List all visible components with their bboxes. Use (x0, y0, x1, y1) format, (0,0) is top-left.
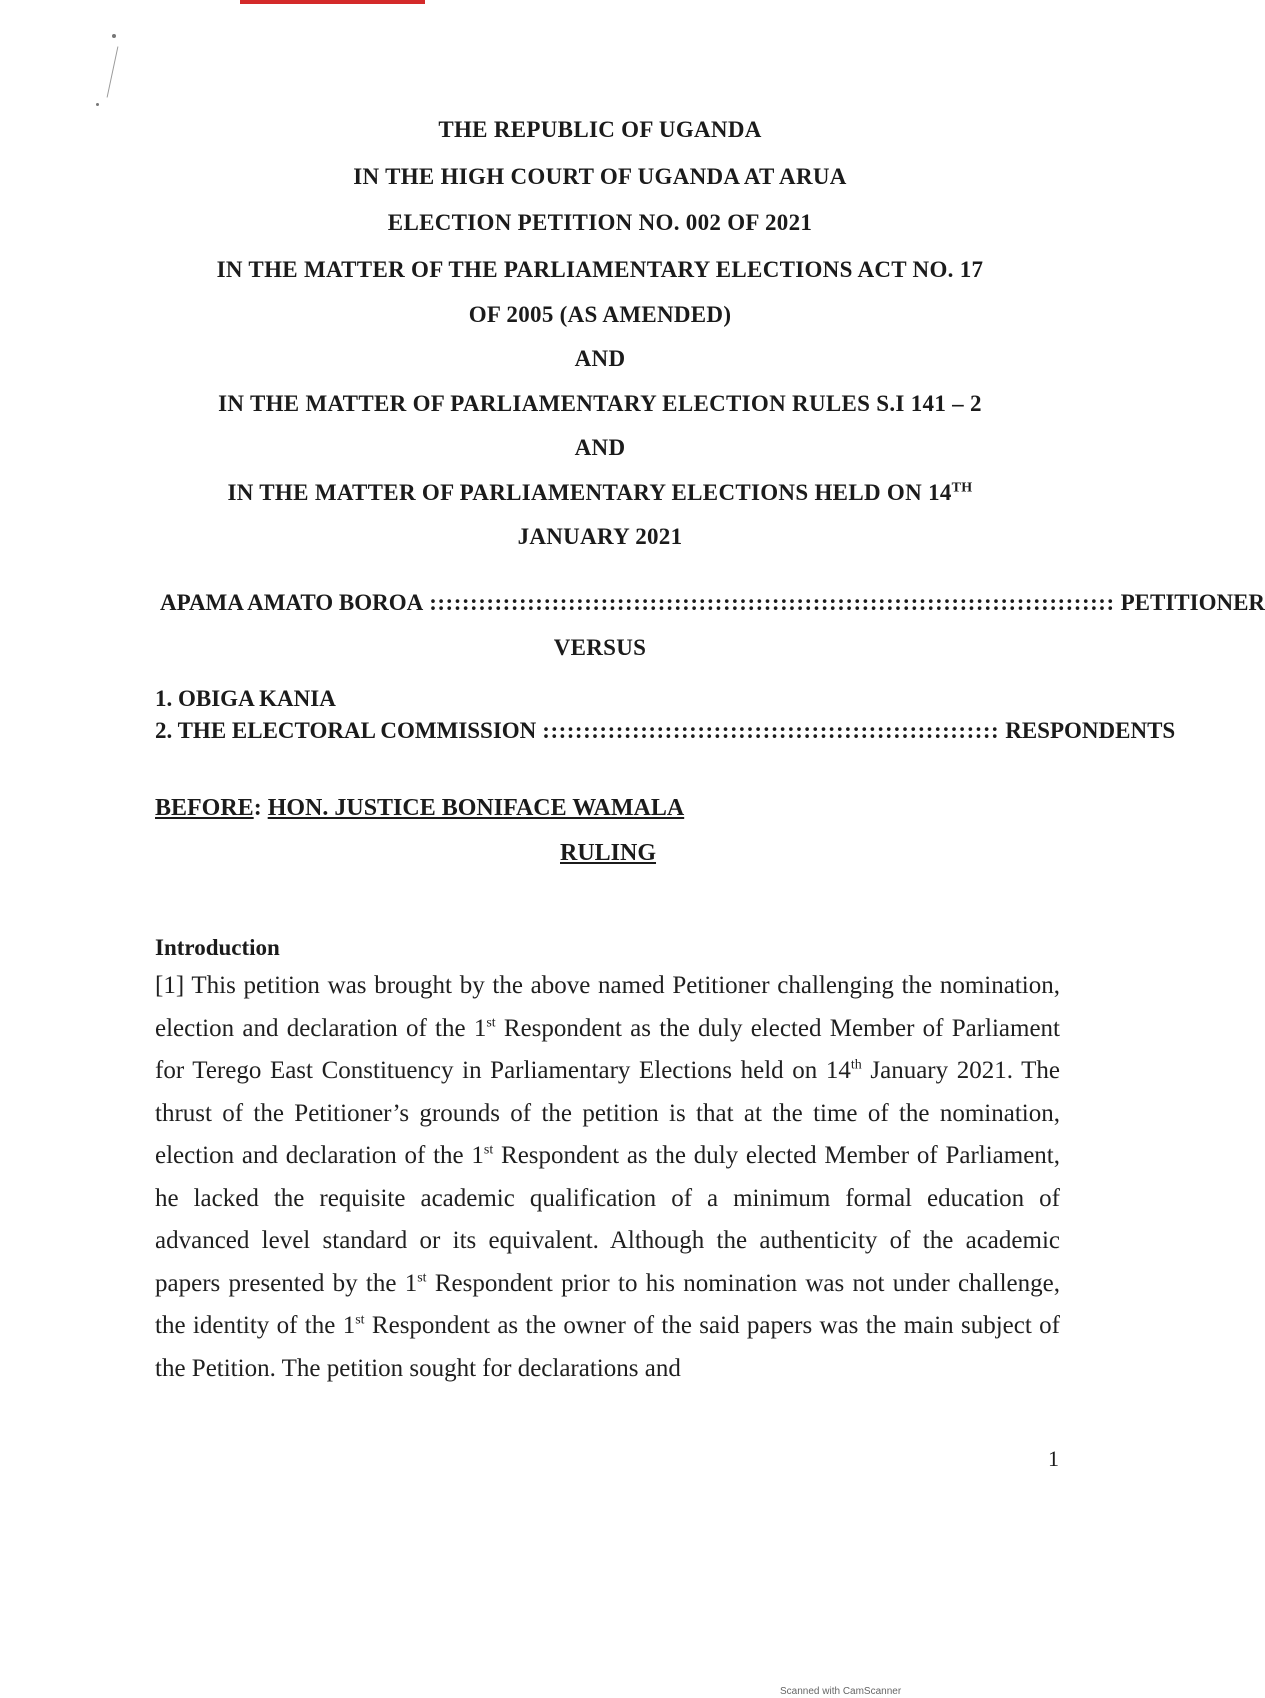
scan-edge-mark (240, 0, 425, 4)
scan-speck (112, 34, 116, 38)
heading-matter-act: IN THE MATTER OF THE PARLIAMENTARY ELECTIONS ACT NO. 17 (216, 257, 984, 282)
heading-matter-elections-date: JANUARY 2021 (517, 524, 683, 549)
petitioner-role: PETITIONER (1120, 590, 1265, 615)
introduction-heading: Introduction (155, 935, 280, 960)
before-colon: : (253, 795, 268, 821)
heading-and-1: AND (574, 346, 626, 371)
petitioner-name: APAMA AMATO BOROA (160, 590, 424, 615)
petitioner-line (160, 590, 1265, 616)
heading-matter-elections: IN THE MATTER OF PARLIAMENTARY ELECTIONS HELD ON 14TH (227, 480, 973, 505)
scanner-watermark: Scanned with CamScanner (780, 1686, 902, 1697)
respondent-2-name: 2. THE ELECTORAL COMMISSION (155, 718, 537, 743)
respondent-1: 1. OBIGA KANIA (155, 686, 336, 711)
heading-petition-number: ELECTION PETITION NO. 002 OF 2021 (387, 210, 813, 235)
page-number: 1 (1048, 1446, 1059, 1471)
respondent-2-line (155, 718, 1176, 744)
respondents-leader-dots: :::::::::::::::::::::::::::::::::::::::::::::::::::::::: (542, 718, 1000, 743)
heading-republic: THE REPUBLIC OF UGANDA (438, 117, 762, 142)
scan-scratch-mark (107, 46, 119, 97)
respondents-role: RESPONDENTS (1005, 718, 1176, 743)
heading-court: IN THE HIGH COURT OF UGANDA AT ARUA (353, 164, 847, 189)
before-label: BEFORE (155, 795, 254, 821)
judge-name: HON. JUSTICE BONIFACE WAMALA (267, 795, 685, 821)
heading-matter-rules: IN THE MATTER OF PARLIAMENTARY ELECTION RULES S.I 141 – 2 (218, 391, 982, 416)
scan-speck (96, 103, 99, 106)
introduction-paragraph: [1] This petition was brought by the above named Petitioner challenging the nomination, election and declaration of the 1st Respondent as the duly elected Member of Parliament for Terego East Constituency in Parliamentary Elections held on 14th January 2021. The thrust of the Petitioner’s grounds of the petition is that at the time of the nomination, election and declaration of the 1st Respondent as the duly elected Member of Parliament, he lacked the requisite academic qualification of a minimum formal education of advanced level standard or its equivalent. Although the authenticity of the academic papers presented by the 1st Respondent prior to his nomination was not under challenge, the identity of the 1st Respondent as the owner of the said papers was the main subject of the Petition. The petition sought for declarations and (155, 972, 1061, 1382)
petitioner-leader-dots: :::::::::::::::::::::::::::::::::::::::::::::::::::::::::::::::::::::::::::::::::::: (429, 590, 1115, 615)
coram-line (155, 795, 684, 822)
ruling-title: RULING (560, 840, 657, 866)
heading-and-2: AND (574, 435, 626, 460)
versus-label: VERSUS (553, 635, 647, 660)
heading-matter-act-cont: OF 2005 (AS AMENDED) (468, 302, 732, 327)
